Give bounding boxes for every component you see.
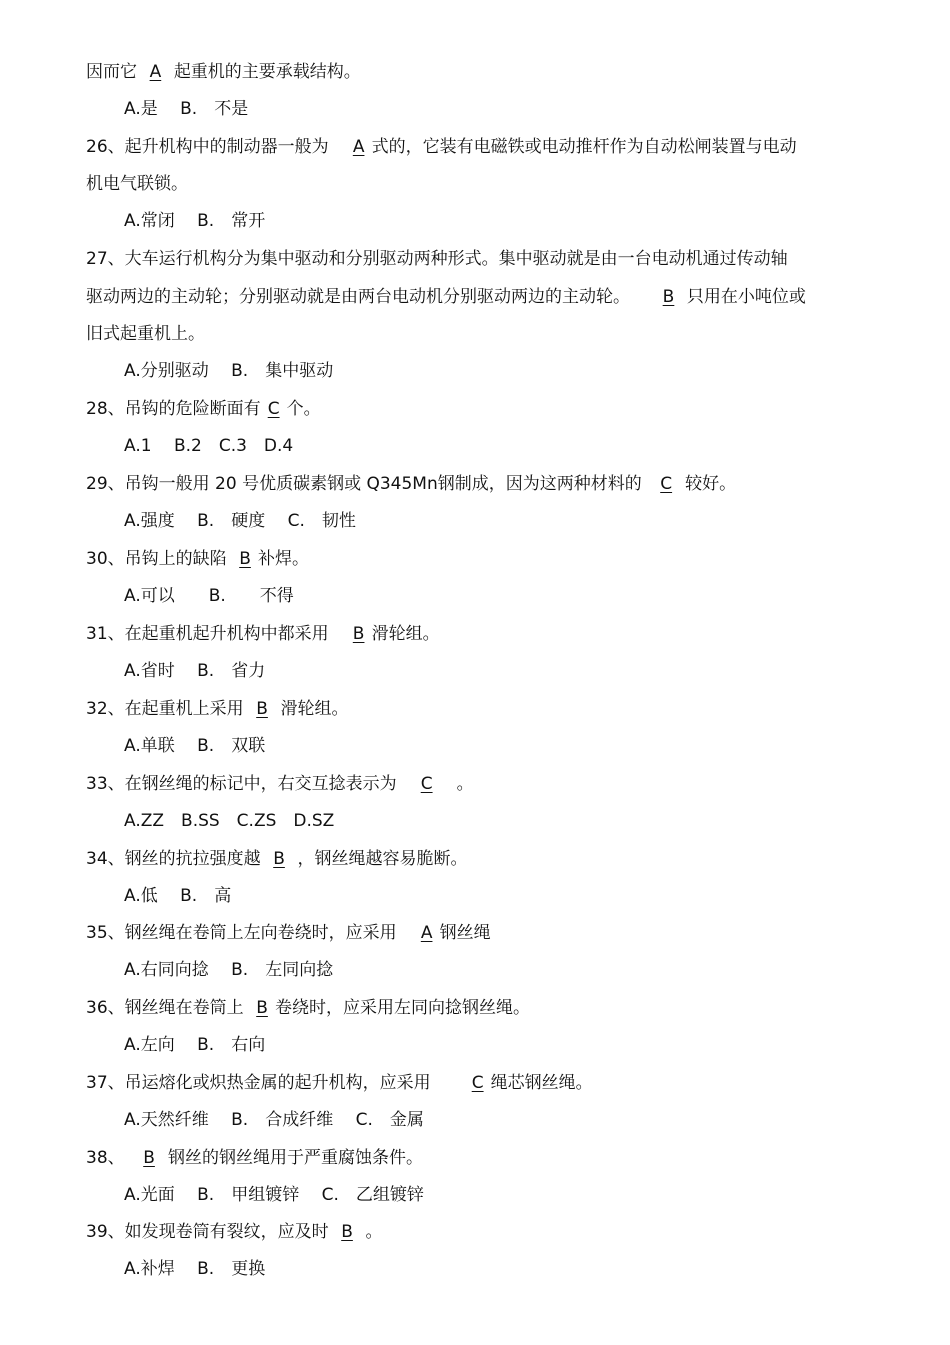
- question-30: 30、吊钩上的缺陷 B 补焊。: [86, 549, 310, 569]
- question-33: 33、在钢丝绳的标记中，右交互捻表示为 C 。: [86, 774, 474, 794]
- options-25: A.是 B. 不是: [124, 99, 249, 119]
- options-38: A.光面 B. 甲组镀锌 C. 乙组镀锌: [124, 1185, 424, 1205]
- question-32: 32、在起重机上采用 B 滑轮组。: [86, 699, 349, 719]
- options-28: A.1 B.2 C.3 D.4: [124, 436, 294, 456]
- answer-blank: A: [149, 62, 162, 82]
- question-28: 28、吊钩的危险断面有 C 个。: [86, 399, 321, 419]
- answer-blank: C: [267, 399, 280, 419]
- question-27: 27、大车运行机构分为集中驱动和分别驱动两种形式。集中驱动就是由一台电动机通过传动轴: [86, 249, 788, 269]
- question-38: 38、 B 钢丝的钢丝绳用于严重腐蚀条件。: [86, 1148, 424, 1168]
- answer-blank: B: [256, 699, 268, 719]
- question-26-continuation: 机电气联锁。: [86, 174, 188, 194]
- question-31: 31、在起重机起升机构中都采用 B 滑轮组。: [86, 624, 440, 644]
- answer-blank: C: [660, 474, 673, 494]
- options-36: A.左向 B. 右向: [124, 1035, 266, 1055]
- options-39: A.补焊 B. 更换: [124, 1259, 266, 1279]
- question-36: 36、钢丝绳在卷筒上 B 卷绕时，应采用左同向捻钢丝绳。: [86, 998, 531, 1018]
- options-37: A.天然纤维 B. 合成纤维 C. 金属: [124, 1110, 424, 1130]
- answer-blank: B: [239, 549, 251, 569]
- options-29: A.强度 B. 硬度 C. 韧性: [124, 511, 356, 531]
- question-27-continuation-2: 旧式起重机上。: [86, 324, 205, 344]
- answer-blank: B: [256, 998, 268, 1018]
- answer-blank: B: [341, 1222, 353, 1242]
- options-33: A.ZZ B.SS C.ZS D.SZ: [124, 811, 335, 831]
- answer-blank: A: [420, 923, 433, 943]
- question-27-continuation: 驱动两边的主动轮；分别驱动就是由两台电动机分别驱动两边的主动轮。 B 只用在小吨位或: [86, 287, 806, 307]
- options-26: A.常闭 B. 常开: [124, 211, 266, 231]
- question-34: 34、钢丝的抗拉强度越 B ，钢丝绳越容易脆断。: [86, 849, 468, 869]
- options-34: A.低 B. 高: [124, 886, 232, 906]
- question-35: 35、钢丝绳在卷筒上左向卷绕时，应采用 A 钢丝绳: [86, 923, 491, 943]
- options-30: A.可以 B. 不得: [124, 586, 294, 606]
- options-32: A.单联 B. 双联: [124, 736, 266, 756]
- answer-blank: A: [352, 137, 365, 157]
- question-25-continuation: 因而它 A 起重机的主要承载结构。: [86, 62, 361, 82]
- answer-blank: B: [662, 287, 675, 307]
- question-37: 37、吊运熔化或炽热金属的起升机构，应采用 C 绳芯钢丝绳。: [86, 1073, 593, 1093]
- question-39: 39、如发现卷筒有裂纹，应及时 B 。: [86, 1222, 383, 1242]
- question-26: 26、起升机构中的制动器一般为 A 式的，它装有电磁铁或电动推杆作为自动松闸装置与电动: [86, 137, 797, 157]
- answer-blank: B: [143, 1148, 155, 1168]
- answer-blank: C: [420, 774, 433, 794]
- options-35: A.右同向捻 B. 左同向捻: [124, 960, 334, 980]
- answer-blank: C: [471, 1073, 484, 1093]
- answer-blank: B: [273, 849, 285, 869]
- answer-blank: B: [352, 624, 365, 644]
- options-31: A.省时 B. 省力: [124, 661, 266, 681]
- options-27: A.分别驱动 B. 集中驱动: [124, 361, 334, 381]
- question-29: 29、吊钩一般用 20 号优质碳素钢或 Q345Mn钢制成，因为这两种材料的 C 较好。: [86, 474, 737, 494]
